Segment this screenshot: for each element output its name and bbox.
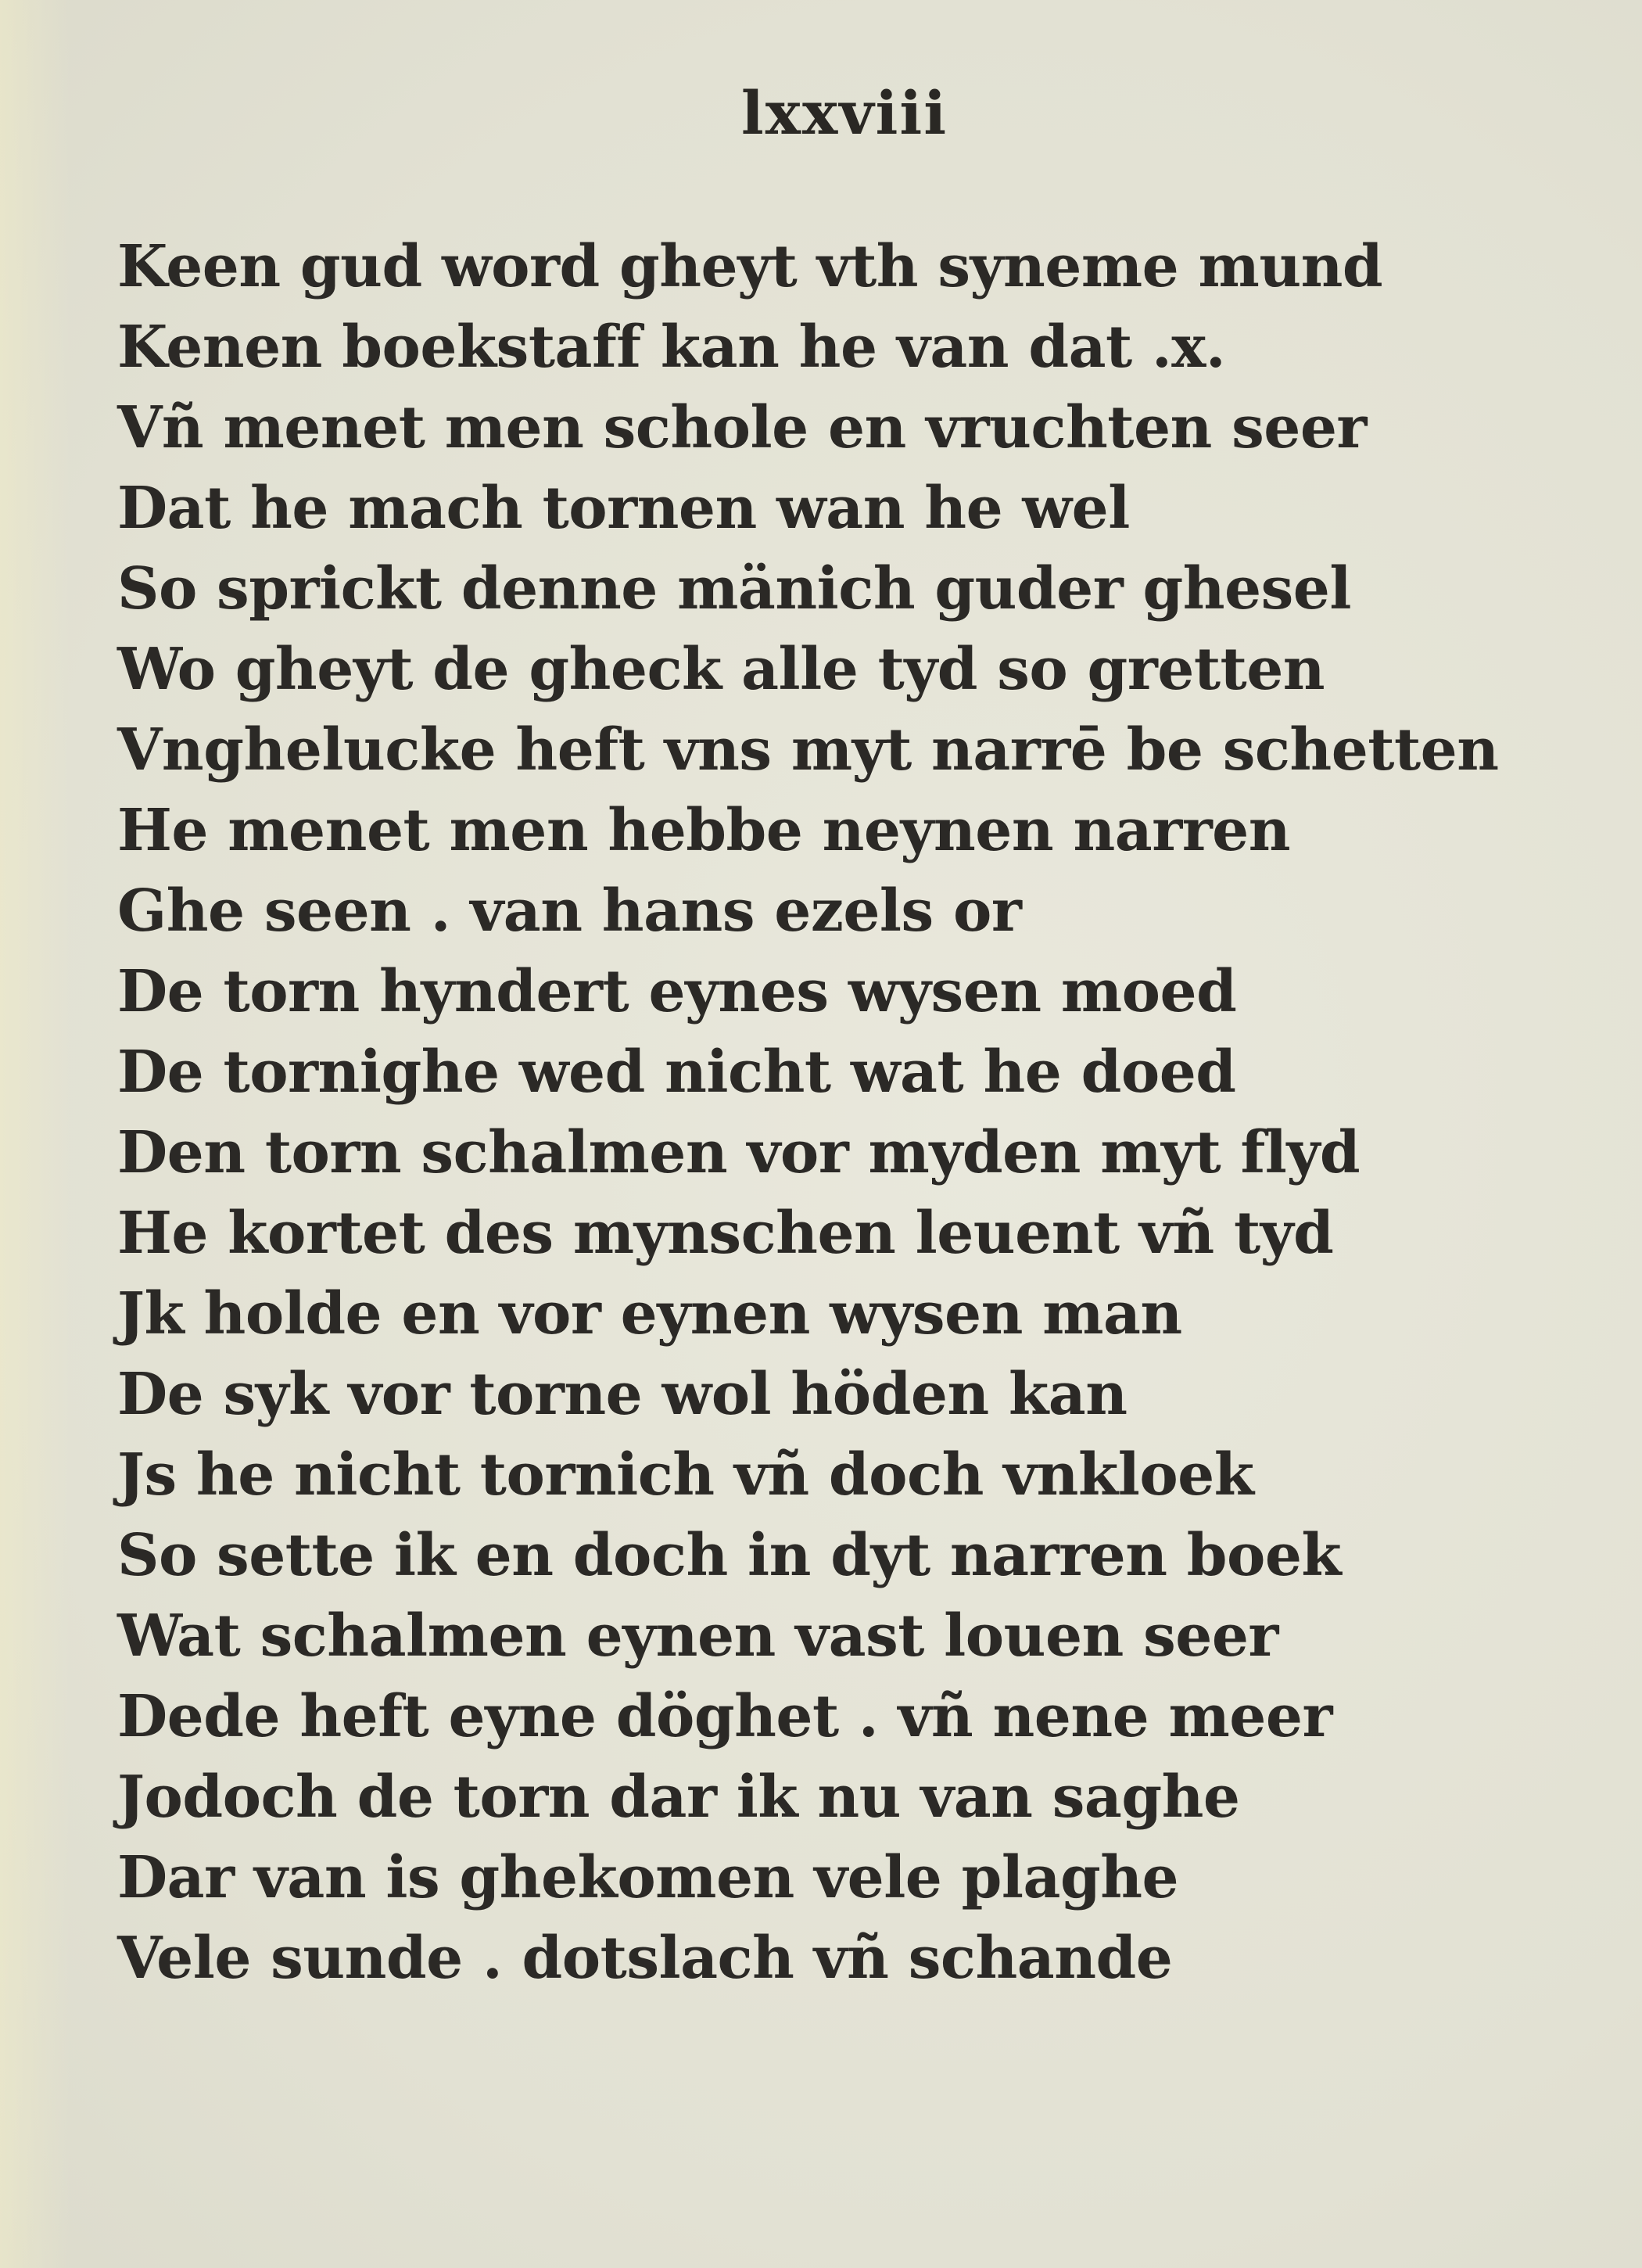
verse-line: Js he nicht tornich vñ doch vnkloek: [117, 1441, 1254, 1509]
verse-line: Dar van is ghekomen vele plaghe: [117, 1844, 1179, 1911]
verse-line: He menet men hebbe neynen narren: [117, 797, 1291, 864]
verse-line: So sette ik en doch in dyt narren boek: [117, 1522, 1342, 1589]
verse-line: Dede heft eyne döghet . vñ nene meer: [117, 1683, 1332, 1750]
verse-line: Vnghelucke heft vns myt narrē be schetten: [117, 716, 1499, 784]
verse-line: Wo gheyt de gheck alle tyd so gretten: [117, 636, 1325, 703]
verse-text: [117, 227, 1603, 1999]
verse-line: Dat he mach tornen wan he wel: [117, 475, 1130, 542]
verse-line: Vele sunde . dotslach vñ schande: [117, 1925, 1173, 1992]
verse-line: Vñ menet men schole en vruchten seer: [117, 394, 1367, 461]
verse-line: Ghe seen . van hans ezels or: [117, 877, 1022, 945]
verse-line: Kenen boekstaff kan he van dat .x.: [117, 314, 1226, 381]
verse-line: He kortet des mynschen leuent vñ tyd: [117, 1200, 1334, 1267]
verse-line: Den torn schalmen vor myden myt flyd: [117, 1119, 1361, 1186]
verse-line: De torn hyndert eynes wysen moed: [117, 958, 1237, 1025]
folio-number: lxxviii: [740, 78, 948, 148]
verse-line: So sprickt denne mänich guder ghesel: [117, 555, 1351, 623]
verse-line: De tornighe wed nicht wat he doed: [117, 1039, 1236, 1106]
verse-line: De syk vor torne wol höden kan: [117, 1361, 1128, 1428]
verse-line: Jk holde en vor eynen wysen man: [117, 1280, 1182, 1348]
verse-line: Jodoch de torn dar ik nu van saghe: [117, 1764, 1240, 1831]
verse-line: Keen gud word gheyt vth syneme mund: [117, 233, 1383, 300]
verse-line: Wat schalmen eynen vast louen seer: [117, 1602, 1278, 1670]
